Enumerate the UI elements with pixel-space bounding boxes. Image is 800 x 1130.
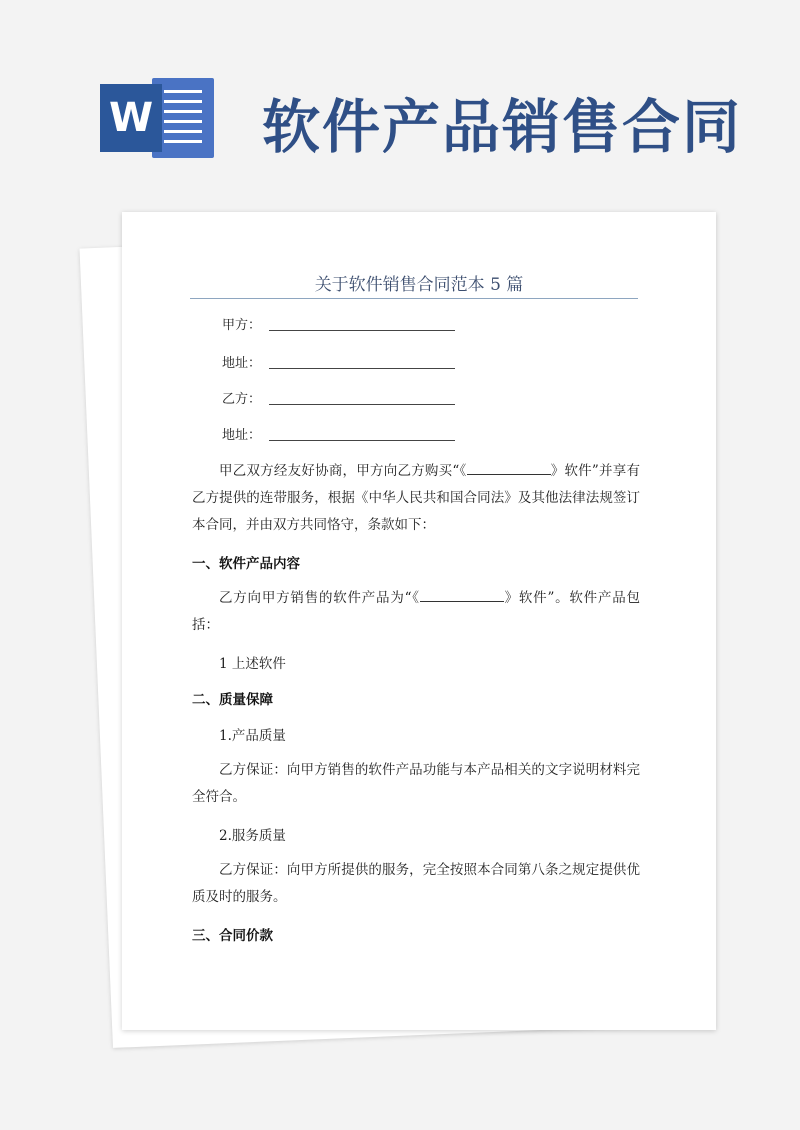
banner — [0, 0, 800, 200]
section-3-heading: 三、合同价款 — [192, 928, 273, 944]
section-2-heading: 二、质量保障 — [192, 692, 273, 708]
banner-title: 软件产品销售合同 — [262, 93, 743, 161]
intro-paragraph: 甲乙双方经友好协商，甲方向乙方购买“《 》软件”并享有乙方提供的连带服务，根据《中华人民共和国合同法》及其他法律法规签订本合同，并由双方共同恪守，条款如下： — [192, 463, 641, 533]
party-b-blank — [269, 404, 455, 405]
title-divider — [190, 298, 638, 299]
party-a-label: 甲方： — [222, 318, 262, 333]
party-b-address-label: 地址： — [222, 428, 262, 443]
party-a-blank — [269, 330, 455, 331]
product-quality-paragraph: 乙方保证：向甲方销售的软件产品功能与本产品相关的文字说明材料完全符合。 — [192, 762, 640, 805]
service-quality-paragraph: 乙方保证：向甲方所提供的服务，完全按照本合同第八条之规定提供优质及时的服务。 — [192, 862, 640, 905]
party-b-address-blank — [269, 440, 455, 441]
product-name-blank — [420, 589, 504, 602]
section-1-item: 1 上述软件 — [219, 656, 286, 672]
party-b-label: 乙方： — [222, 392, 262, 407]
section-1-heading: 一、软件产品内容 — [192, 556, 300, 572]
document-page — [122, 212, 716, 1030]
product-quality-item: 1.产品质量 — [219, 728, 286, 744]
party-a-address-label: 地址： — [222, 356, 262, 371]
software-name-blank — [467, 462, 551, 475]
word-icon — [100, 78, 216, 158]
word-icon-letter: W — [100, 84, 162, 152]
party-a-address-blank — [269, 368, 455, 369]
document-title: 关于软件销售合同范本 5 篇 — [314, 275, 524, 295]
section-1-paragraph: 乙方向甲方销售的软件产品为“《 》软件”。软件产品包括： — [192, 590, 641, 633]
service-quality-item: 2.服务质量 — [219, 828, 286, 844]
